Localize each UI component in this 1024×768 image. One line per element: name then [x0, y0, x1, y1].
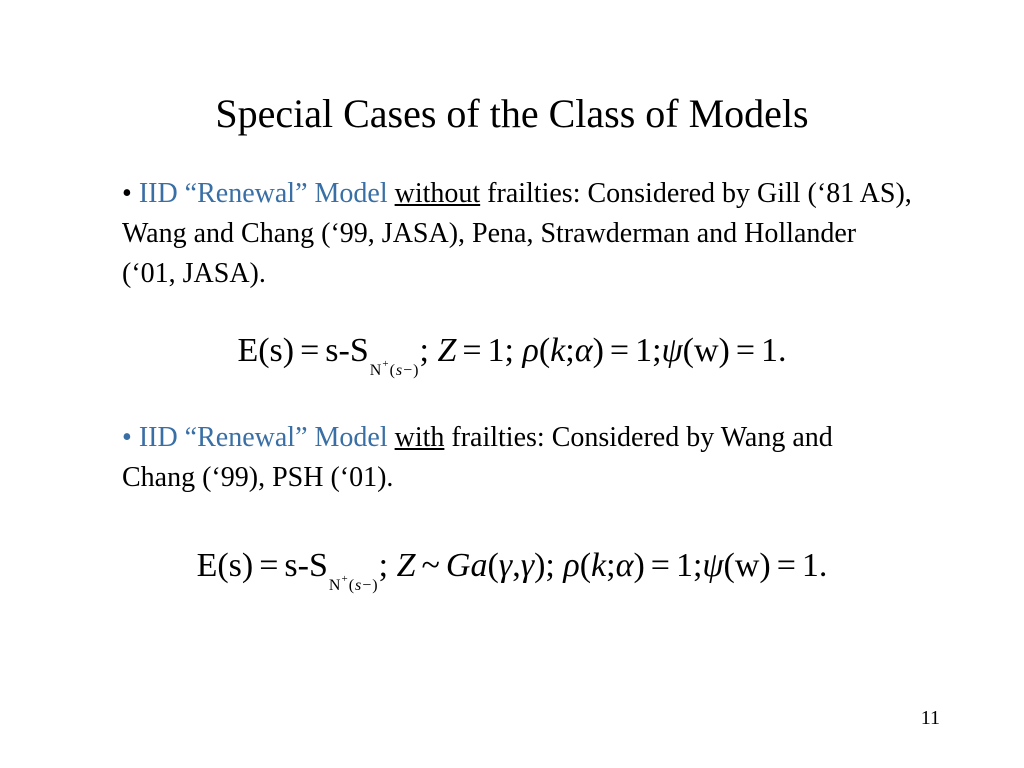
eq-s: s [284, 547, 298, 584]
eq-ga-close: ); [534, 547, 555, 584]
eq-equals: = [300, 332, 320, 369]
bullet-with-frailties [122, 418, 912, 498]
eq-S: S [349, 332, 369, 369]
bullet-text: frailties: Considered by Gill (‘81 AS), Wang and Chang (‘99, JASA), Pena, Strawderman and Hollander (‘01, JASA). [122, 178, 912, 289]
eq-psi: ψ [661, 332, 683, 369]
eq-minus: - [338, 332, 350, 369]
eq-alpha: α [615, 547, 634, 584]
eq-alpha: α [574, 332, 593, 369]
eq-z-rel: ~ [421, 547, 440, 584]
eq-rho-val: 1; [635, 332, 662, 369]
eq-sep: ; [378, 547, 389, 584]
eq-rho-open: ( [579, 547, 592, 584]
sub-N: N [369, 362, 383, 379]
eq-psi-eq: = [735, 332, 756, 369]
eq-rho-close: ) [592, 332, 604, 369]
model-name: IID “Renewal” Model [138, 422, 388, 453]
eq-psi-arg: (w) [682, 332, 730, 369]
eq-Z: Z [437, 332, 457, 369]
qualifier-with: with [394, 422, 445, 453]
eq-psi-eq: = [776, 547, 796, 584]
eq-psi: ψ [702, 547, 724, 584]
eq-subscript [329, 557, 379, 608]
bullet-without-frailties [122, 174, 912, 294]
slide-title: Special Cases of the Class of Models [215, 91, 809, 136]
eq-psi-val: 1. [801, 547, 828, 584]
eq-minus: - [297, 547, 309, 584]
eq-z-val: 1; [487, 332, 514, 369]
model-name: IID “Renewal” Model [138, 178, 388, 209]
eq-sep: ; [419, 332, 429, 369]
eq-ga-open: ( [487, 547, 499, 584]
eq-comma: , [512, 547, 521, 584]
eq-rho-eq: = [650, 547, 670, 584]
sub-open: ( [389, 362, 396, 379]
sub-s: s [355, 577, 363, 594]
page-number: 11 [920, 707, 940, 729]
eq-Ga: Ga [445, 547, 488, 584]
sub-close: −) [362, 577, 379, 594]
eq-subscript [370, 342, 420, 393]
equation-with-frailties [0, 544, 1024, 608]
bullet-text: frailties: Considered by Wang and Chang (‘99), PSH (‘01). [122, 422, 833, 493]
eq-rho: ρ [563, 547, 580, 584]
eq-rho-val: 1; [675, 547, 703, 584]
eq-z-rel: = [462, 332, 482, 369]
bullet-marker: • [122, 178, 139, 209]
eq-equals: = [259, 547, 279, 584]
eq-s: s [325, 332, 339, 369]
sub-s: s [395, 362, 404, 379]
eq-psi-val: 1. [761, 332, 787, 369]
equation-without-frailties [0, 329, 1024, 393]
sub-sup: + [382, 358, 390, 370]
eq-lhs: E(s) [237, 332, 295, 369]
eq-k: k [550, 332, 566, 369]
eq-rho-open: ( [538, 332, 551, 369]
eq-S: S [308, 547, 328, 584]
qualifier-without: without [394, 178, 481, 209]
eq-semi: ; [565, 332, 575, 369]
sub-close: −) [403, 362, 420, 379]
eq-rho-eq: = [609, 332, 630, 369]
eq-rho-close: ) [633, 547, 645, 584]
eq-gamma2: γ [520, 547, 535, 584]
eq-k: k [591, 547, 607, 584]
sub-N: N [328, 577, 342, 594]
eq-gamma1: γ [498, 547, 513, 584]
sub-open: ( [348, 577, 356, 594]
eq-rho: ρ [522, 332, 539, 369]
eq-Z: Z [396, 547, 416, 584]
bullet-marker: • [122, 422, 139, 453]
sub-sup: + [341, 573, 349, 585]
eq-lhs: E(s) [196, 547, 254, 584]
eq-semi: ; [606, 547, 616, 584]
eq-psi-arg: (w) [723, 547, 771, 584]
